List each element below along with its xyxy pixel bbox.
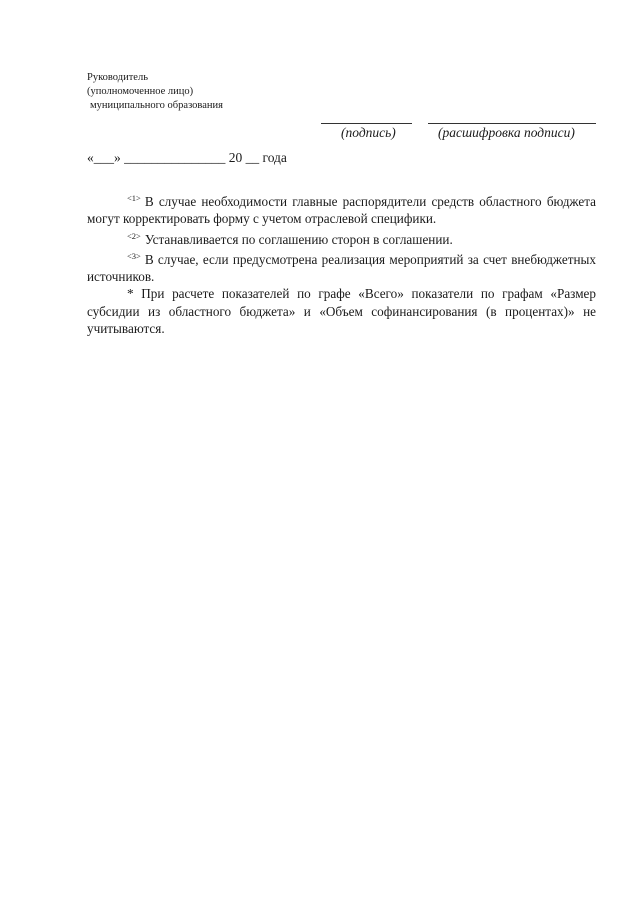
- footnote-star: [87, 285, 596, 337]
- footnote-3-text: В случае, если предусмотрена реализация мероприятий за счет внебюджетных источников.: [87, 251, 596, 285]
- date-line: «___» _______________ 20 __ года: [87, 150, 287, 165]
- footnote-1-mark: <1>: [127, 193, 141, 203]
- footnote-2: [87, 228, 596, 248]
- head-title-line3: муниципального образования: [90, 100, 223, 111]
- signature-decode-line: [428, 123, 596, 124]
- signature-caption: (подпись): [341, 125, 396, 140]
- footnote-1-text: В случае необходимости главные распорядители средств областного бюджета могут корректировать форму с учетом отраслевой специфики.: [87, 194, 596, 227]
- head-title-line1: Руководитель: [87, 72, 148, 83]
- footnote-2-text: Устанавливается по соглашению сторон в соглашении.: [144, 231, 453, 247]
- head-title-line2: (уполномоченное лицо): [87, 86, 194, 97]
- footnote-3-mark: <3>: [127, 250, 141, 261]
- footnote-star-text: * При расчете показателей по графе «Всего» показатели по графам «Размер субсидии из областного бюджета» и «Объем софинансирования (в процентах)» не учитываются.: [87, 286, 596, 337]
- signature-decode-caption: (расшифровка подписи): [438, 125, 575, 140]
- footnotes-block: [87, 190, 596, 337]
- footnote-2-mark: <2>: [127, 230, 141, 241]
- signature-line: [321, 123, 412, 124]
- footnote-3: [87, 248, 596, 286]
- footnote-1: [87, 190, 596, 228]
